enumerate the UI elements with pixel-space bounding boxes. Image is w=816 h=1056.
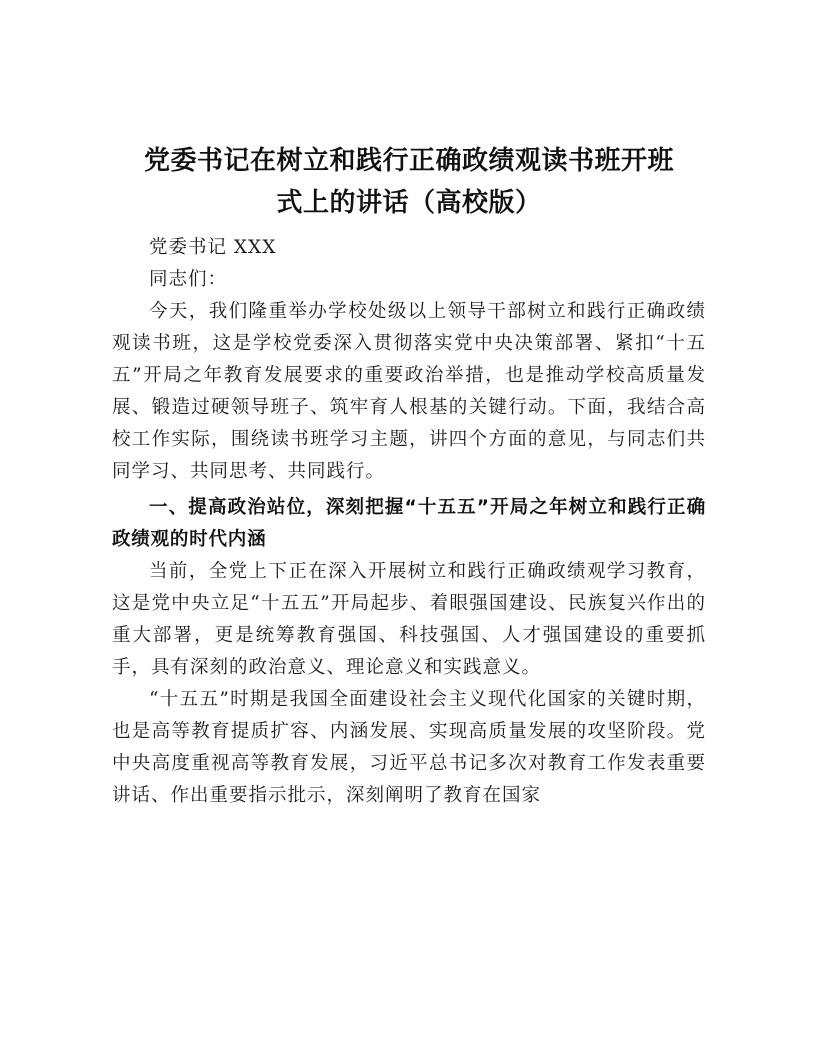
title-line-1: 党委书记在树立和践行正确政绩观读书班开班 [143,146,674,176]
speaker-line: 党委书记 XXX [149,237,277,258]
intro-paragraph: 今天，我们隆重举办学校处级以上领导干部树立和践行正确政绩观读书班，这是学校党委深入贯彻落实党中央决策部署、紧扣“十五五”开局之年教育发展要求的重要政治举措，也是推动学校高质量发展、锻造过硬领导班子、筑牢育人根基的关键行动。下面，我结合高校工作实际，围绕读书班学习主题，讲四个方面的意见，与同志们共同学习、共同思考、共同践行。 [112,301,706,482]
document-page [112,140,706,812]
section-1-paragraph-2: “十五五”时期是我国全面建设社会主义现代化国家的关键时期，也是高等教育提质扩容、内涵发展、实现高质量发展的攻坚阶段。党中央高度重视高等教育发展，习近平总书记多次对教育工作发表重要讲话、作出重要指示批示，深刻阐明了教育在国家 [112,689,706,806]
salutation: 同志们： [149,269,228,290]
section-1-heading: 一、提高政治站位，深刻把握“十五五”开局之年树立和践行正确政绩观的时代内涵 [112,497,706,550]
title-line-2: 式上的讲话（高校版） [276,188,542,218]
section-1-paragraph-1: 当前，全党上下正在深入开展树立和践行正确政绩观学习教育，这是党中央立足“十五五”开局起步、着眼强国建设、民族复兴作出的重大部署，更是统筹教育强国、科技强国、人才强国建设的重要抓手，具有深刻的政治意义、理论意义和实践意义。 [112,561,706,678]
document-title [112,140,706,224]
